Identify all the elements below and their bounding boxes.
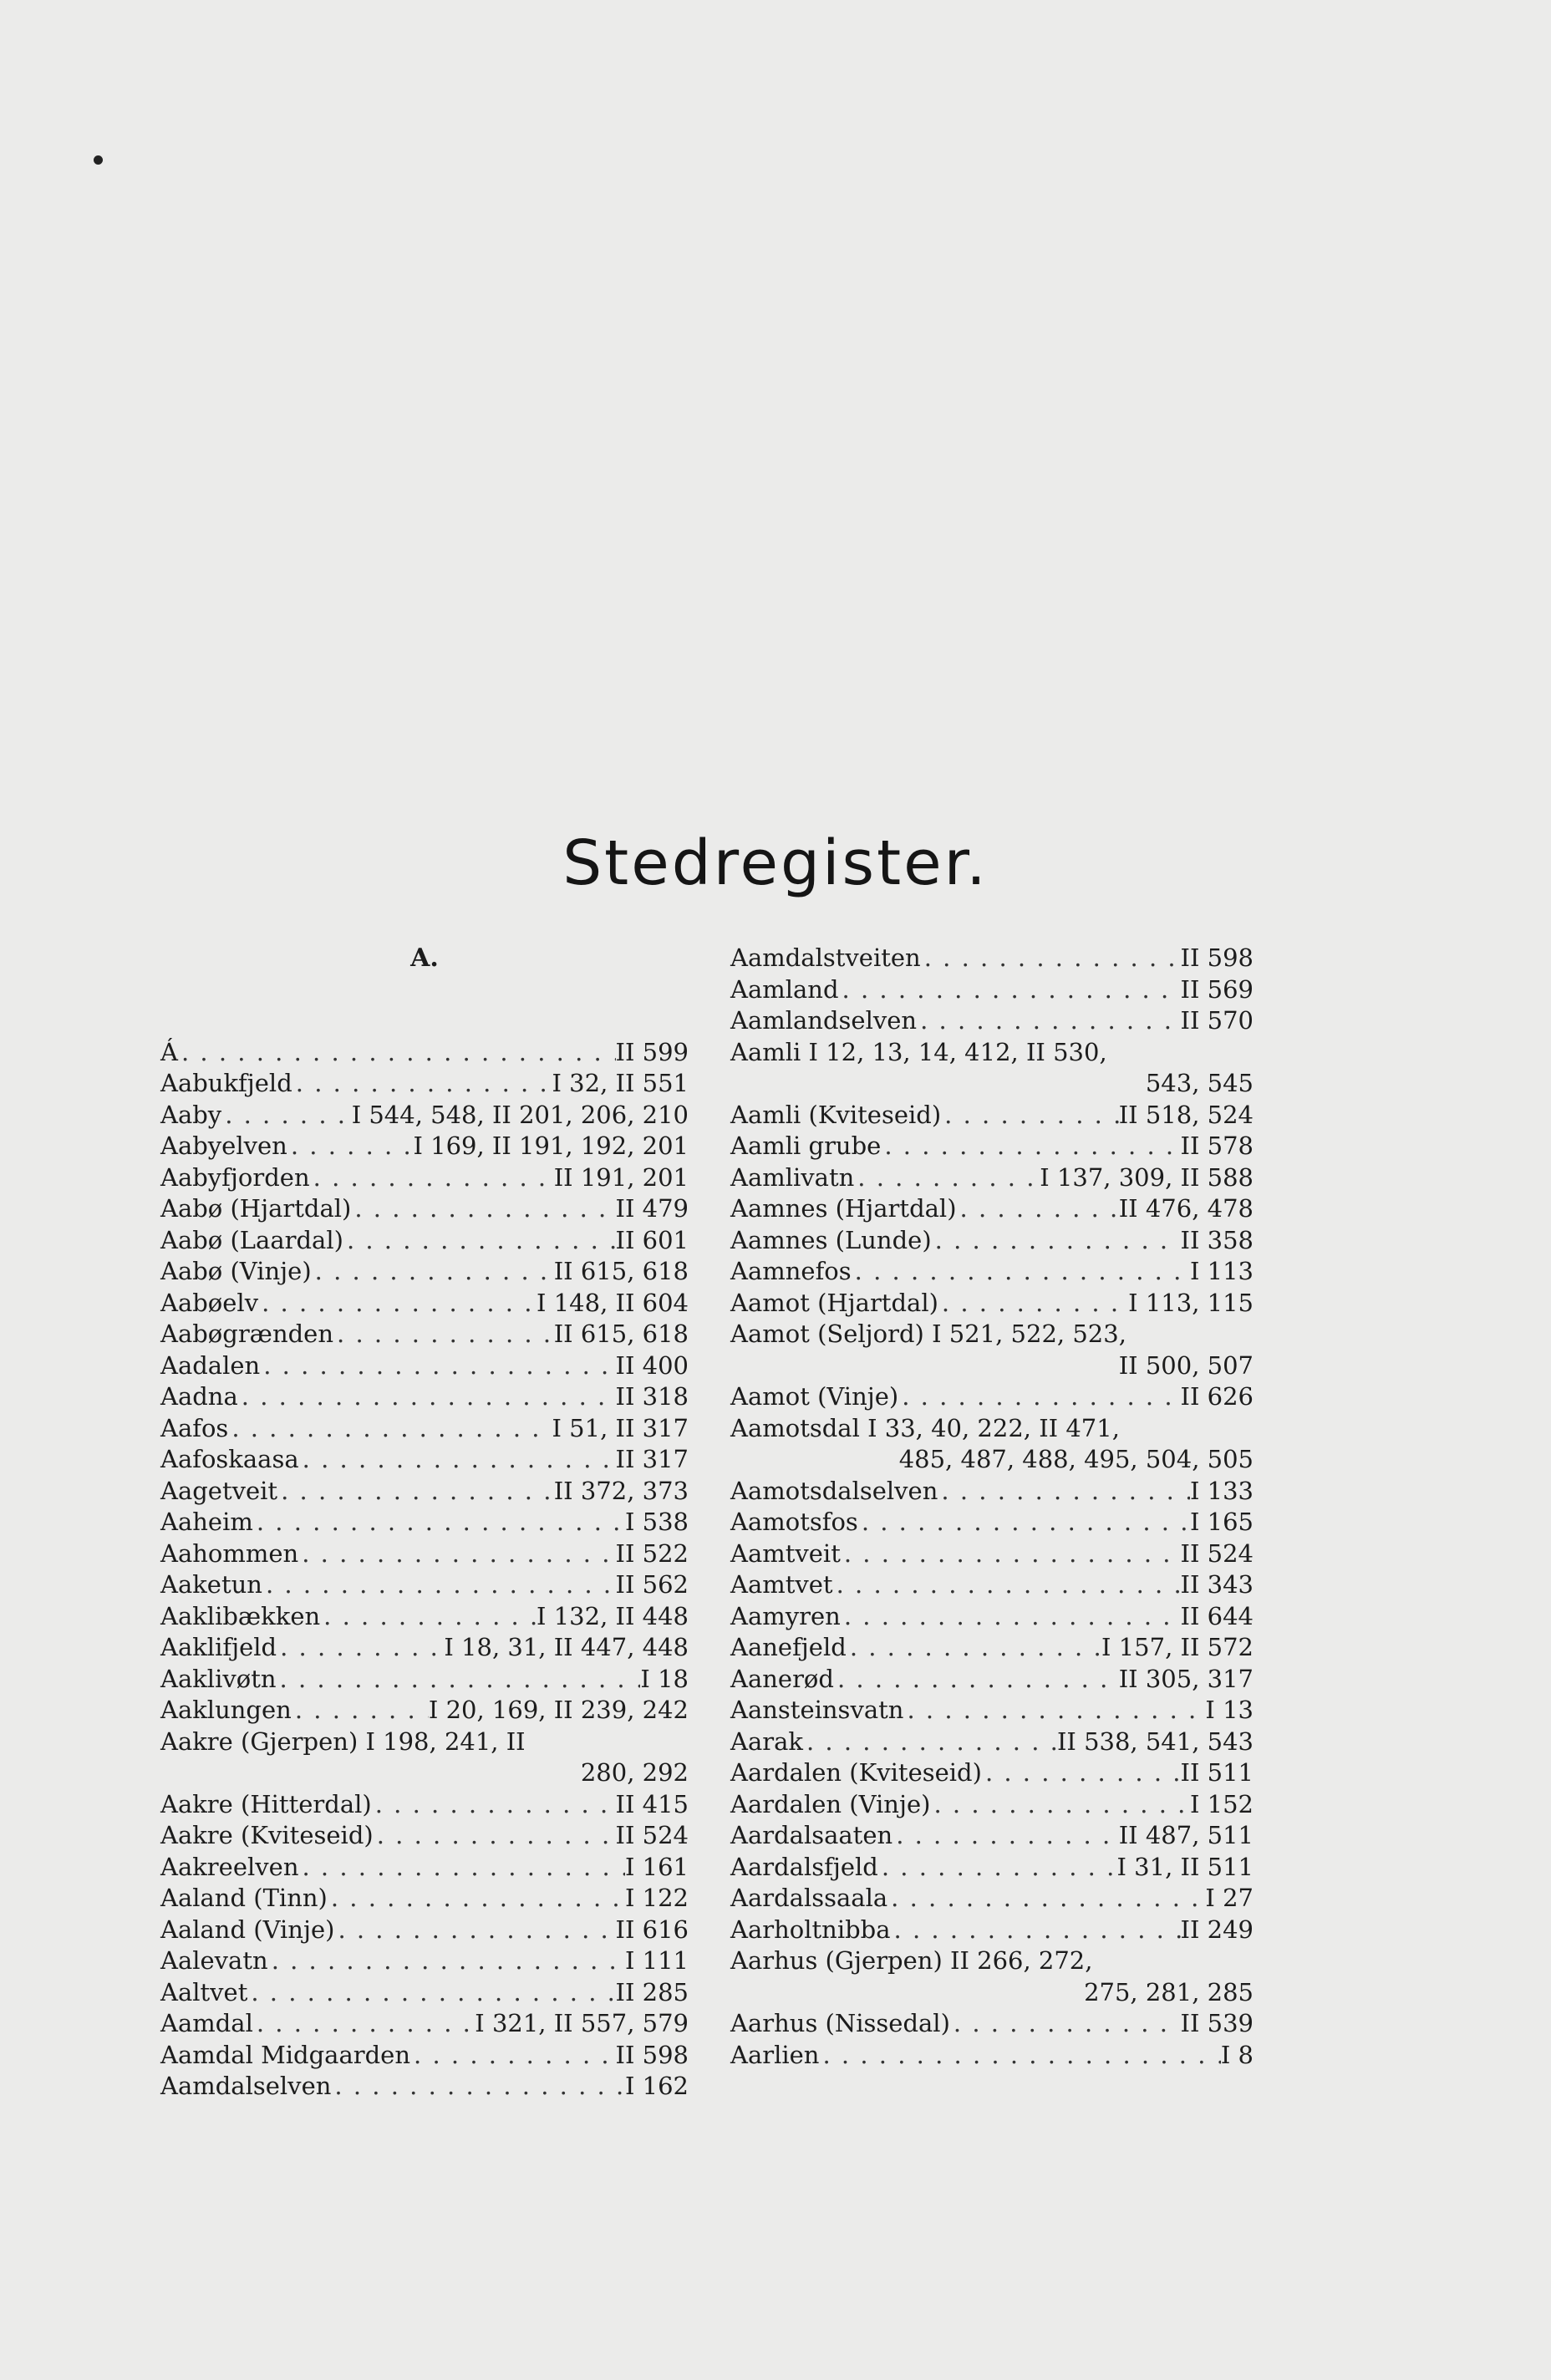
index-entry bbox=[160, 1256, 689, 1288]
index-entry bbox=[730, 1883, 1254, 1915]
entry-pages: II 358 bbox=[1180, 1225, 1254, 1254]
index-entry bbox=[730, 1037, 1254, 1069]
index-entry bbox=[160, 1131, 689, 1162]
entry-pages: I 162 bbox=[624, 2072, 689, 2100]
dot-leader bbox=[878, 1852, 1117, 1884]
entry-name: Aadna bbox=[160, 1382, 238, 1411]
dot-leader bbox=[938, 1476, 1190, 1508]
dot-leader bbox=[372, 1789, 616, 1821]
dot-leader bbox=[839, 974, 1181, 1006]
index-entry bbox=[730, 1538, 1254, 1570]
index-entry bbox=[160, 1444, 689, 1476]
entry-name: Aalevatn bbox=[160, 1946, 268, 1975]
dot-leader bbox=[858, 1507, 1190, 1538]
index-entry bbox=[730, 1820, 1254, 1852]
entry-pages: I 544, 548, II 201, 206, 210 bbox=[351, 1100, 689, 1129]
index-entry bbox=[730, 1162, 1254, 1194]
index-entry bbox=[730, 943, 1254, 974]
entry-pages: I 8 bbox=[1220, 2040, 1254, 2069]
dot-leader bbox=[957, 1193, 1119, 1225]
dot-leader bbox=[351, 1193, 615, 1225]
dot-leader bbox=[803, 1727, 1057, 1758]
entry-name: Aardalen (Kviteseid) bbox=[730, 1758, 982, 1787]
entry-pages: II 538, 541, 543 bbox=[1056, 1727, 1254, 1756]
index-entry bbox=[160, 1225, 689, 1257]
entry-pages: II 524 bbox=[615, 1821, 689, 1849]
index-entry bbox=[730, 1727, 1254, 1758]
dot-leader bbox=[410, 2040, 615, 2072]
index-entry bbox=[160, 1507, 689, 1538]
entry-name: Aaltvet bbox=[160, 1977, 248, 2006]
entry-name: Aakre (Gjerpen) I 198, 241, II bbox=[160, 1727, 526, 1756]
entry-name: Aabyfjorden bbox=[160, 1162, 310, 1192]
entry-name: Aamot (Seljord) I 521, 522, 523, bbox=[730, 1320, 1126, 1348]
entry-name: Aanefjeld bbox=[730, 1633, 847, 1661]
entry-name: Aarhus (Gjerpen) II 266, 272, bbox=[730, 1946, 1093, 1975]
dot-leader bbox=[262, 1569, 616, 1601]
dot-leader bbox=[228, 1413, 552, 1445]
entry-continuation: 543, 545 bbox=[1145, 1069, 1254, 1097]
dot-leader bbox=[331, 2071, 625, 2103]
entry-pages: I 161 bbox=[624, 1852, 689, 1881]
entry-name: Aafoskaasa bbox=[160, 1445, 299, 1473]
index-entry bbox=[160, 1632, 689, 1664]
index-entry bbox=[730, 2040, 1254, 2072]
entry-pages: II 518, 524 bbox=[1118, 1100, 1254, 1129]
dot-leader bbox=[292, 1068, 552, 1100]
entry-pages: II 644 bbox=[1180, 1601, 1254, 1630]
index-entry bbox=[160, 1789, 689, 1821]
dot-leader bbox=[891, 1915, 1181, 1946]
index-entry bbox=[730, 1131, 1254, 1162]
entry-name: Aamdal Midgaarden bbox=[160, 2040, 411, 2069]
section-letter: A. bbox=[410, 943, 439, 973]
dot-leader bbox=[328, 1883, 625, 1915]
index-entry bbox=[730, 1413, 1254, 1445]
entry-name: Aamlivatn bbox=[730, 1162, 855, 1192]
dot-leader bbox=[892, 1820, 1119, 1852]
entry-continuation: 485, 487, 488, 495, 504, 505 bbox=[898, 1445, 1254, 1473]
entry-pages: II 191, 201 bbox=[553, 1162, 689, 1192]
index-list-left bbox=[160, 1037, 689, 2103]
entry-name: Aadalen bbox=[160, 1350, 261, 1380]
entry-pages: II 615, 618 bbox=[553, 1257, 689, 1285]
index-entry bbox=[160, 1413, 689, 1445]
index-entry bbox=[160, 1476, 689, 1508]
index-entry bbox=[160, 1852, 689, 1884]
entry-name: Aamnes (Lunde) bbox=[730, 1225, 932, 1254]
entry-pages: II 305, 317 bbox=[1118, 1664, 1254, 1693]
entry-pages: II 400 bbox=[615, 1350, 689, 1380]
entry-name: Aahommen bbox=[160, 1538, 299, 1568]
entry-pages: II 598 bbox=[615, 2040, 689, 2069]
index-entry bbox=[730, 974, 1254, 1006]
index-entry bbox=[160, 1068, 689, 1100]
entry-pages: I 113 bbox=[1189, 1257, 1254, 1285]
entry-pages: I 18, 31, II 447, 448 bbox=[444, 1633, 689, 1661]
entry-name: Aamli I 12, 13, 14, 412, II 530, bbox=[730, 1037, 1107, 1066]
page-speck bbox=[94, 155, 103, 165]
entry-name: Aaheim bbox=[160, 1508, 253, 1536]
dot-leader bbox=[298, 1538, 615, 1570]
dot-leader bbox=[277, 1476, 554, 1508]
index-entry bbox=[730, 1664, 1254, 1696]
dot-leader bbox=[178, 1037, 616, 1069]
index-entry bbox=[160, 2071, 689, 2103]
dot-leader bbox=[898, 1381, 1180, 1413]
dot-leader bbox=[852, 1256, 1190, 1288]
dot-leader bbox=[247, 1977, 615, 2009]
entry-pages: I 157, II 572 bbox=[1101, 1633, 1254, 1661]
index-entry bbox=[160, 1883, 689, 1915]
entry-name: Aarlien bbox=[730, 2040, 820, 2069]
index-entry bbox=[730, 2008, 1254, 2040]
entry-pages: I 122 bbox=[624, 1884, 689, 1912]
index-entry bbox=[160, 1162, 689, 1194]
dot-leader bbox=[841, 1601, 1181, 1633]
entry-pages: I 18 bbox=[640, 1664, 689, 1693]
index-entry bbox=[160, 1350, 689, 1382]
entry-name: Aamtvet bbox=[730, 1570, 833, 1599]
entry-pages: I 27 bbox=[1205, 1884, 1254, 1912]
dot-leader bbox=[343, 1225, 616, 1257]
index-entry bbox=[160, 2040, 689, 2072]
dot-leader bbox=[950, 2008, 1181, 2040]
dot-leader bbox=[921, 943, 1181, 974]
dot-leader bbox=[287, 1131, 414, 1162]
dot-leader bbox=[334, 1915, 615, 1946]
entry-pages: II 318 bbox=[615, 1382, 689, 1411]
index-entry bbox=[160, 1538, 689, 1570]
entry-name: Aabøelv bbox=[160, 1288, 259, 1317]
entry-pages: I 169, II 191, 192, 201 bbox=[413, 1132, 689, 1160]
index-list-right bbox=[730, 943, 1254, 2071]
entry-name: Aaketun bbox=[160, 1570, 262, 1599]
entry-name: Aamotsdal I 33, 40, 222, II 471, bbox=[730, 1413, 1120, 1442]
entry-pages: I 137, 309, II 588 bbox=[1040, 1162, 1254, 1192]
entry-pages: II 578 bbox=[1180, 1132, 1254, 1160]
entry-pages: II 570 bbox=[1180, 1006, 1254, 1035]
index-entry bbox=[730, 1193, 1254, 1225]
dot-leader bbox=[903, 1695, 1205, 1727]
entry-pages: II 524 bbox=[1180, 1538, 1254, 1568]
entry-name: Aamtveit bbox=[730, 1538, 841, 1568]
index-entry bbox=[730, 1288, 1254, 1320]
index-entry bbox=[160, 1381, 689, 1413]
entry-pages: II 616 bbox=[615, 1915, 689, 1944]
entry-name: Aamdal bbox=[160, 2009, 253, 2037]
dot-leader bbox=[238, 1381, 616, 1413]
entry-pages: I 132, II 448 bbox=[536, 1601, 689, 1630]
index-entry bbox=[160, 1664, 689, 1696]
entry-pages: I 321, II 557, 579 bbox=[475, 2009, 689, 2037]
entry-name: Aardalen (Vinje) bbox=[730, 1789, 931, 1818]
entry-name: Aansteinsvatn bbox=[730, 1696, 904, 1724]
entry-name: Aamyren bbox=[730, 1601, 841, 1630]
entry-name: Aaklifjeld bbox=[160, 1633, 277, 1661]
dot-leader bbox=[258, 1288, 536, 1320]
dot-leader bbox=[277, 1664, 641, 1696]
index-entry bbox=[730, 1319, 1254, 1350]
entry-name: Aanerød bbox=[730, 1664, 834, 1693]
dot-leader bbox=[930, 1789, 1190, 1821]
dot-leader bbox=[310, 1162, 554, 1194]
entry-name: Aamli (Kviteseid) bbox=[730, 1100, 942, 1129]
index-entry bbox=[730, 1695, 1254, 1727]
entry-pages: I 133 bbox=[1189, 1476, 1254, 1505]
index-entry bbox=[160, 1915, 689, 1946]
entry-pages: II 569 bbox=[1180, 974, 1254, 1004]
entry-name: Aabø (Hjartdal) bbox=[160, 1194, 352, 1223]
entry-pages: I 148, II 604 bbox=[536, 1288, 689, 1317]
entry-name: Aamotsdalselven bbox=[730, 1476, 938, 1505]
entry-pages: II 487, 511 bbox=[1118, 1821, 1254, 1849]
index-entry bbox=[160, 1037, 689, 1069]
index-entry bbox=[160, 2008, 689, 2040]
entry-pages: II 479 bbox=[615, 1194, 689, 1223]
dot-leader bbox=[834, 1664, 1119, 1696]
entry-pages: I 538 bbox=[624, 1508, 689, 1536]
entry-name: Aakre (Hitterdal) bbox=[160, 1789, 372, 1818]
entry-name: Aakre (Kviteseid) bbox=[160, 1821, 374, 1849]
entry-pages: II 343 bbox=[1180, 1570, 1254, 1599]
entry-name: Aaklivøtn bbox=[160, 1664, 277, 1693]
entry-pages: II 476, 478 bbox=[1118, 1194, 1254, 1223]
entry-name: Aamotsfos bbox=[730, 1508, 858, 1536]
entry-name: Aamdalselven bbox=[160, 2072, 332, 2100]
entry-name: Aaklungen bbox=[160, 1696, 292, 1724]
entry-pages: I 51, II 317 bbox=[552, 1413, 689, 1442]
entry-continuation: II 500, 507 bbox=[1118, 1350, 1254, 1380]
index-entry bbox=[730, 1381, 1254, 1413]
entry-name: Aarhus (Nissedal) bbox=[730, 2009, 950, 2037]
page-title: Stedregister. bbox=[562, 827, 989, 899]
index-entry bbox=[730, 1256, 1254, 1288]
entry-name: Aabø (Vinje) bbox=[160, 1257, 312, 1285]
entry-pages: II 415 bbox=[615, 1789, 689, 1818]
dot-leader bbox=[299, 1444, 616, 1476]
dot-leader bbox=[374, 1820, 616, 1852]
entry-name: Aaland (Tinn) bbox=[160, 1884, 328, 1912]
index-entry bbox=[160, 1695, 689, 1727]
entry-name: Aafos bbox=[160, 1413, 229, 1442]
entry-pages: II 539 bbox=[1180, 2009, 1254, 2037]
entry-pages: II 626 bbox=[1180, 1382, 1254, 1411]
index-entry bbox=[730, 1601, 1254, 1633]
entry-name: Aagetveit bbox=[160, 1476, 278, 1505]
entry-name: Aarak bbox=[730, 1727, 803, 1756]
dot-leader bbox=[938, 1288, 1128, 1320]
dot-leader bbox=[292, 1695, 429, 1727]
entry-pages: II 372, 373 bbox=[553, 1476, 689, 1505]
entry-pages: II 522 bbox=[615, 1538, 689, 1568]
entry-continuation: 275, 281, 285 bbox=[1084, 1977, 1254, 2006]
entry-name: Aamlandselven bbox=[730, 1006, 918, 1035]
section-gap bbox=[160, 974, 689, 1037]
dot-leader bbox=[932, 1225, 1181, 1257]
dot-leader bbox=[917, 1005, 1180, 1037]
dot-leader bbox=[887, 1883, 1205, 1915]
index-entry bbox=[730, 1789, 1254, 1821]
entry-name: Aardalsaaten bbox=[730, 1821, 893, 1849]
entry-pages: II 615, 618 bbox=[553, 1320, 689, 1348]
index-entry bbox=[730, 1632, 1254, 1664]
dot-leader bbox=[333, 1319, 554, 1350]
entry-pages: I 111 bbox=[624, 1946, 689, 1975]
index-entry bbox=[160, 1727, 689, 1758]
dot-leader bbox=[253, 1507, 625, 1538]
dot-leader bbox=[221, 1100, 352, 1132]
entry-pages: II 511 bbox=[1180, 1758, 1254, 1787]
entry-name: Aabøgrænden bbox=[160, 1320, 334, 1348]
dot-leader bbox=[847, 1632, 1101, 1664]
dot-leader bbox=[881, 1131, 1180, 1162]
index-entry bbox=[160, 1977, 689, 2009]
dot-leader bbox=[312, 1256, 554, 1288]
index-entry bbox=[730, 1569, 1254, 1601]
index-entry bbox=[160, 1100, 689, 1132]
entry-pages: I 13 bbox=[1205, 1696, 1254, 1724]
entry-pages: II 599 bbox=[615, 1037, 689, 1066]
entry-name: Aardalsfjeld bbox=[730, 1852, 878, 1881]
entry-name: Aamnefos bbox=[730, 1257, 852, 1285]
entry-pages: II 601 bbox=[615, 1225, 689, 1254]
entry-pages: I 152 bbox=[1189, 1789, 1254, 1818]
entry-continuation: 280, 292 bbox=[580, 1758, 689, 1787]
entry-name: Á bbox=[160, 1037, 178, 1066]
entry-pages: I 113, 115 bbox=[1128, 1288, 1254, 1317]
index-entry bbox=[160, 1319, 689, 1350]
dot-leader bbox=[277, 1632, 444, 1664]
dot-leader bbox=[253, 2008, 475, 2040]
index-entry bbox=[730, 1005, 1254, 1037]
dot-leader bbox=[854, 1162, 1040, 1194]
index-entry bbox=[730, 1852, 1254, 1884]
dot-leader bbox=[941, 1100, 1119, 1132]
entry-pages: II 249 bbox=[1180, 1915, 1254, 1944]
index-entry bbox=[160, 1569, 689, 1601]
entry-name: Aaklibækken bbox=[160, 1601, 321, 1630]
index-entry bbox=[730, 1225, 1254, 1257]
index-column-left bbox=[160, 943, 689, 2103]
dot-leader bbox=[841, 1538, 1181, 1570]
index-entry bbox=[730, 1507, 1254, 1538]
entry-name: Aaby bbox=[160, 1100, 222, 1129]
entry-name: Aamdalstveiten bbox=[730, 943, 921, 972]
index-entry bbox=[160, 1820, 689, 1852]
index-entry bbox=[730, 1945, 1254, 1977]
entry-name: Aarholtnibba bbox=[730, 1915, 891, 1944]
entry-name: Aamland bbox=[730, 974, 839, 1004]
entry-name: Aabyelven bbox=[160, 1132, 287, 1160]
entry-name: Aardalssaala bbox=[730, 1884, 888, 1912]
index-entry bbox=[730, 1476, 1254, 1508]
entry-pages: I 165 bbox=[1189, 1508, 1254, 1536]
entry-pages: II 598 bbox=[1180, 943, 1254, 972]
entry-name: Aaland (Vinje) bbox=[160, 1915, 335, 1944]
dot-leader bbox=[299, 1852, 625, 1884]
dot-leader bbox=[833, 1569, 1181, 1601]
entry-name: Aamot (Hjartdal) bbox=[730, 1288, 938, 1317]
entry-pages: I 31, II 511 bbox=[1116, 1852, 1254, 1881]
dot-leader bbox=[268, 1945, 625, 1977]
dot-leader bbox=[320, 1601, 536, 1633]
entry-pages: I 20, 169, II 239, 242 bbox=[428, 1696, 689, 1724]
index-entry bbox=[160, 1601, 689, 1633]
entry-name: Aabø (Laardal) bbox=[160, 1225, 343, 1254]
entry-name: Aakreelven bbox=[160, 1852, 299, 1881]
index-entry bbox=[730, 1757, 1254, 1789]
entry-name: Aabukfjeld bbox=[160, 1069, 292, 1097]
index-entry bbox=[160, 1945, 689, 1977]
entry-name: Aamot (Vinje) bbox=[730, 1382, 899, 1411]
index-entry bbox=[730, 1915, 1254, 1946]
entry-pages: I 32, II 551 bbox=[552, 1069, 689, 1097]
index-column-right bbox=[730, 943, 1254, 2071]
dot-leader bbox=[982, 1757, 1181, 1789]
dot-leader bbox=[819, 2040, 1220, 2072]
entry-pages: II 285 bbox=[615, 1977, 689, 2006]
index-entry bbox=[730, 1100, 1254, 1132]
index-entry bbox=[160, 1193, 689, 1225]
dot-leader bbox=[260, 1350, 615, 1382]
index-entry bbox=[160, 1288, 689, 1320]
entry-pages: II 562 bbox=[615, 1570, 689, 1599]
entry-name: Aamli grube bbox=[730, 1132, 882, 1160]
entry-pages: II 317 bbox=[615, 1445, 689, 1473]
entry-name: Aamnes (Hjartdal) bbox=[730, 1194, 957, 1223]
